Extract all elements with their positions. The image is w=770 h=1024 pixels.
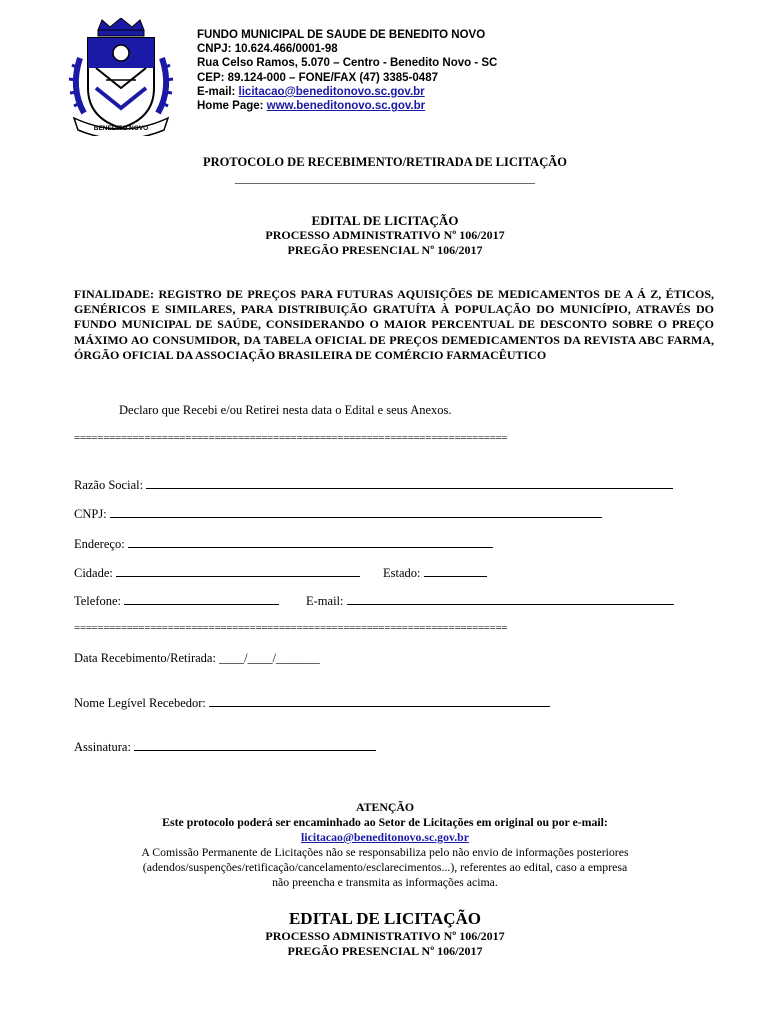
edital-pregao: PREGÃO PRESENCIAL Nº 106/2017 bbox=[287, 243, 483, 257]
edital-process: PROCESSO ADMINISTRATIVO Nº 106/2017 bbox=[265, 228, 505, 242]
telefone-blank[interactable] bbox=[124, 593, 279, 605]
org-address: Rua Celso Ramos, 5.070 – Centro - Benedito Novo - SC bbox=[197, 57, 498, 70]
notice-line-2: A Comissão Permanente de Licitações não se responsabiliza pelo não envio de informações posteriores bbox=[141, 845, 629, 859]
telefone-field[interactable] bbox=[74, 593, 279, 609]
email-label: E-mail: bbox=[197, 85, 239, 98]
cnpj-field[interactable] bbox=[74, 506, 602, 522]
email-blank[interactable] bbox=[347, 593, 674, 605]
email-link[interactable]: licitacao@beneditonovo.sc.gov.br bbox=[238, 85, 425, 98]
notice-email-link[interactable]: licitacao@beneditonovo.sc.gov.br bbox=[301, 830, 469, 844]
title-underline: __________________________________________________ bbox=[235, 171, 535, 185]
footer-edital-process: PROCESSO ADMINISTRATIVO Nº 106/2017 bbox=[265, 929, 505, 943]
nome-recebedor-blank[interactable] bbox=[209, 695, 550, 707]
org-cep-phone: CEP: 89.124-000 – FONE/FAX (47) 3385-0487 bbox=[197, 71, 438, 84]
org-homepage-row bbox=[197, 99, 497, 113]
notice-title: ATENÇÃO bbox=[355, 800, 415, 814]
crest-ribbon-text: BENEDITO NOVO bbox=[93, 125, 149, 132]
nome-recebedor-field[interactable] bbox=[74, 695, 550, 711]
homepage-link[interactable]: www.beneditonovo.sc.gov.br bbox=[266, 100, 426, 113]
org-name: FUNDO MUNICIPAL DE SAUDE DE BENEDITO NOVO bbox=[197, 29, 486, 41]
cidade-field[interactable] bbox=[74, 565, 360, 581]
org-email-row bbox=[197, 85, 497, 99]
purpose-text: FINALIDADE: REGISTRO DE PREÇOS PARA FUTURAS AQUISIÇÕES DE MEDICAMENTOS DE A Á Z, ÉTICOS, GENÉRICOS E SIMILARES, PARA DISTRIBUIÇÃO GRATUÍTA À POPULAÇÃO DO MUNICÍPIO, ATRAVÉS DO FUNDO MUNICIPAL DE SAÚDE, CONSIDERANDO O MAIOR PERCENTUAL DE DESCONTO SOBRE O PREÇO MÁXIMO AO CONSUMIDOR, DA TABELA OFICIAL DE PREÇOS DEMEDICAMENTOS DA REVISTA ABC FARMA, ÓRGÃO OFICIAL DA ASSOCIAÇÃO BRASILEIRA DE COMÉRCIO FARMACÊUTICO bbox=[74, 287, 714, 362]
footer-edital-title: EDITAL DE LICITAÇÃO bbox=[288, 909, 482, 928]
org-cnpj: CNPJ: 10.624.466/0001-98 bbox=[197, 43, 338, 56]
notice-line-3: (adendos/suspenções/retificação/cancelamento/esclarecimentos...), referentes ao edital, caso a empresa bbox=[142, 860, 628, 874]
protocol-title: PROTOCOLO DE RECEBIMENTO/RETIRADA DE LICITAÇÃO bbox=[203, 155, 567, 169]
cidade-label: Cidade: bbox=[74, 566, 113, 580]
letterhead bbox=[197, 28, 497, 113]
email-field-label: E-mail: bbox=[306, 594, 344, 608]
cnpj-label: CNPJ: bbox=[74, 507, 107, 521]
footer-edital-pregao: PREGÃO PRESENCIAL Nº 106/2017 bbox=[287, 944, 483, 958]
razao-social-blank[interactable] bbox=[146, 477, 673, 489]
cnpj-blank[interactable] bbox=[110, 506, 602, 518]
declaration-text: Declaro que Recebi e/ou Retirei nesta data o Edital e seus Anexos. bbox=[119, 403, 452, 417]
email-field[interactable] bbox=[306, 593, 674, 609]
razao-social-label: Razão Social: bbox=[74, 478, 144, 492]
estado-field[interactable] bbox=[383, 565, 487, 581]
assinatura-label: Assinatura: bbox=[74, 740, 131, 754]
municipal-crest-icon bbox=[66, 18, 176, 136]
razao-social-field[interactable] bbox=[74, 477, 673, 493]
attention-notice bbox=[0, 800, 770, 890]
cidade-blank[interactable] bbox=[116, 565, 360, 577]
edital-block bbox=[0, 213, 770, 258]
estado-label: Estado: bbox=[383, 566, 421, 580]
notice-line-1: Este protocolo poderá ser encaminhado ao Setor de Licitações em original ou por e-mail: bbox=[162, 815, 608, 829]
separator-line: ========================================================================== bbox=[74, 622, 508, 634]
separator-line: ========================================================================== bbox=[74, 432, 508, 444]
assinatura-blank[interactable] bbox=[134, 739, 376, 751]
data-recebimento-label: Data Recebimento/Retirada: bbox=[74, 651, 216, 665]
endereco-blank[interactable] bbox=[128, 536, 493, 548]
estado-blank[interactable] bbox=[424, 565, 487, 577]
telefone-label: Telefone: bbox=[74, 594, 122, 608]
footer-edital-block bbox=[0, 909, 770, 959]
data-recebimento-field[interactable] bbox=[74, 651, 320, 666]
notice-line-4: não preencha e transmita as informações acima. bbox=[272, 875, 498, 889]
edital-title: EDITAL DE LICITAÇÃO bbox=[311, 213, 459, 228]
nome-recebedor-label: Nome Legível Recebedor: bbox=[74, 696, 206, 710]
endereco-field[interactable] bbox=[74, 536, 493, 552]
data-recebimento-blanks[interactable]: ____/____/_______ bbox=[219, 651, 320, 665]
homepage-label: Home Page: bbox=[197, 100, 267, 113]
assinatura-field[interactable] bbox=[74, 739, 376, 755]
endereco-label: Endereço: bbox=[74, 537, 125, 551]
